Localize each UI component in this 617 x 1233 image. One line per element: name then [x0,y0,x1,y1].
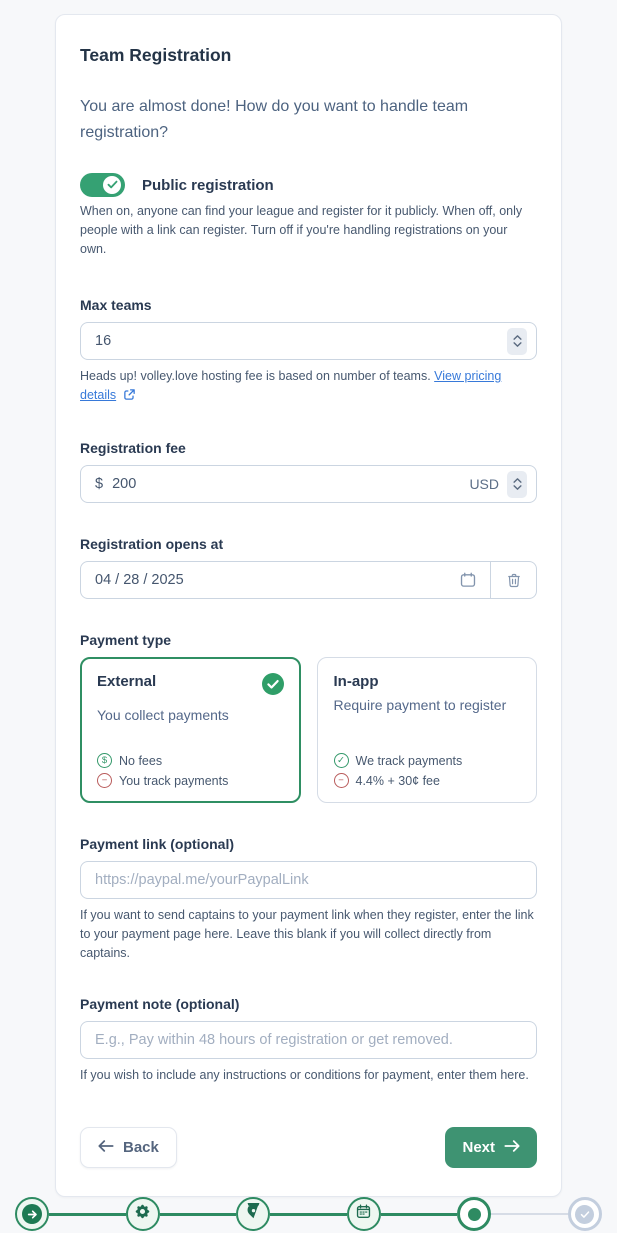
option-subtitle: You collect payments [97,707,229,724]
stepper-step-3[interactable] [236,1197,270,1231]
public-registration-toggle-row [80,173,537,197]
payment-note-input[interactable] [95,1032,527,1048]
external-link-icon[interactable] [123,388,136,407]
stepper-step-5-current[interactable] [457,1197,491,1231]
option-subtitle: Require payment to register [333,697,507,714]
stepper-step-4[interactable] [347,1197,381,1231]
payment-type-options [80,657,537,803]
payment-link-input-box [80,861,537,899]
payment-option-in-app[interactable] [317,657,538,803]
feature-row [97,773,284,788]
stepper-connector [160,1213,237,1216]
registration-fee-input[interactable] [112,476,469,492]
stepper-connector-inactive [491,1213,568,1215]
feature-text: No fees [119,753,163,768]
arrow-right-icon [22,1204,42,1224]
option-title: External [97,673,157,691]
trash-icon[interactable] [491,562,536,598]
payment-type-label: Payment type [80,632,172,649]
max-teams-help-text [80,367,537,407]
feature-text: We track payments [355,753,463,768]
calendar-icon [355,1203,372,1225]
back-button-label: Back [123,1139,159,1157]
gear-icon [134,1203,151,1225]
option-header [97,673,284,700]
payment-type-field [80,632,537,803]
back-button[interactable] [80,1127,177,1168]
payment-link-help-text: If you want to send captains to your payment link when they register, enter the link to your payment page here. Leave this blank if you will collect directly from captains. [80,908,534,961]
view-pricing-link[interactable]: View pricing details [80,369,502,403]
toggle-help-text: When on, anyone can find your league and register for it publicly. When off, only people with a link can register. Turn off if you're handling registrations on your own. [80,204,523,257]
max-teams-field [80,297,537,407]
max-teams-help-prefix: Heads up! volley.love hosting fee is based on number of teams. [80,369,431,384]
minus-circle-icon: − [334,773,349,788]
payment-link-field [80,836,537,963]
feature-row [97,753,284,768]
dollar-circle-icon: $ [97,753,112,768]
check-circle-icon: ✓ [334,753,349,768]
public-registration-toggle[interactable] [80,173,125,197]
payment-note-field [80,996,537,1085]
payment-link-label: Payment link (optional) [80,836,235,853]
option-header [334,673,521,690]
stepper-step-2[interactable] [126,1197,160,1231]
max-teams-input[interactable] [95,333,507,349]
stepper-connector [270,1213,347,1216]
check-icon [575,1205,594,1224]
calendar-icon[interactable] [459,571,477,589]
registration-opens-input-box [80,561,537,599]
option-features [334,741,521,788]
date-input-area [81,562,490,598]
registration-opens-input[interactable] [95,572,459,588]
next-button[interactable] [445,1127,537,1168]
stepper-step-6[interactable] [568,1197,602,1231]
intro-text: You are almost done! How do you want to handle team registration? [80,98,469,141]
feature-row [334,773,521,788]
registration-opens-label: Registration opens at [80,536,224,553]
minus-circle-icon: − [97,773,112,788]
progress-stepper [0,1197,617,1231]
arrow-left-icon [98,1139,114,1157]
team-registration-card [55,14,562,1197]
registration-opens-field [80,536,537,599]
next-button-label: Next [462,1139,495,1157]
toggle-knob [103,176,121,194]
location-pin-icon [245,1203,262,1225]
currency-symbol: $ [95,476,104,493]
currency-code: USD [469,476,499,493]
payment-note-help-text: If you wish to include any instructions or conditions for payment, enter them here. [80,1068,529,1083]
stepper-connector [381,1213,458,1216]
payment-note-label: Payment note (optional) [80,996,240,1013]
max-teams-label: Max teams [80,297,152,314]
check-badge-icon [262,673,284,700]
feature-row [334,753,521,768]
fee-number-stepper[interactable] [507,471,527,498]
page-title: Team Registration [80,45,232,65]
feature-text: You track payments [119,773,229,788]
payment-option-external[interactable] [80,657,301,803]
payment-link-input[interactable] [95,872,527,888]
max-teams-input-box [80,322,537,360]
registration-fee-field [80,440,537,503]
stepper-step-1[interactable] [15,1197,49,1231]
registration-fee-label: Registration fee [80,440,186,457]
feature-text: 4.4% + 30¢ fee [355,773,440,788]
option-title: In-app [333,673,379,691]
option-features [97,741,284,788]
payment-note-input-box [80,1021,537,1059]
registration-fee-input-box [80,465,537,503]
toggle-label: Public registration [142,176,274,194]
check-icon [107,176,118,194]
number-stepper[interactable] [507,328,527,355]
stepper-connector [49,1213,126,1216]
arrow-right-icon [504,1139,520,1157]
form-footer [80,1127,537,1168]
